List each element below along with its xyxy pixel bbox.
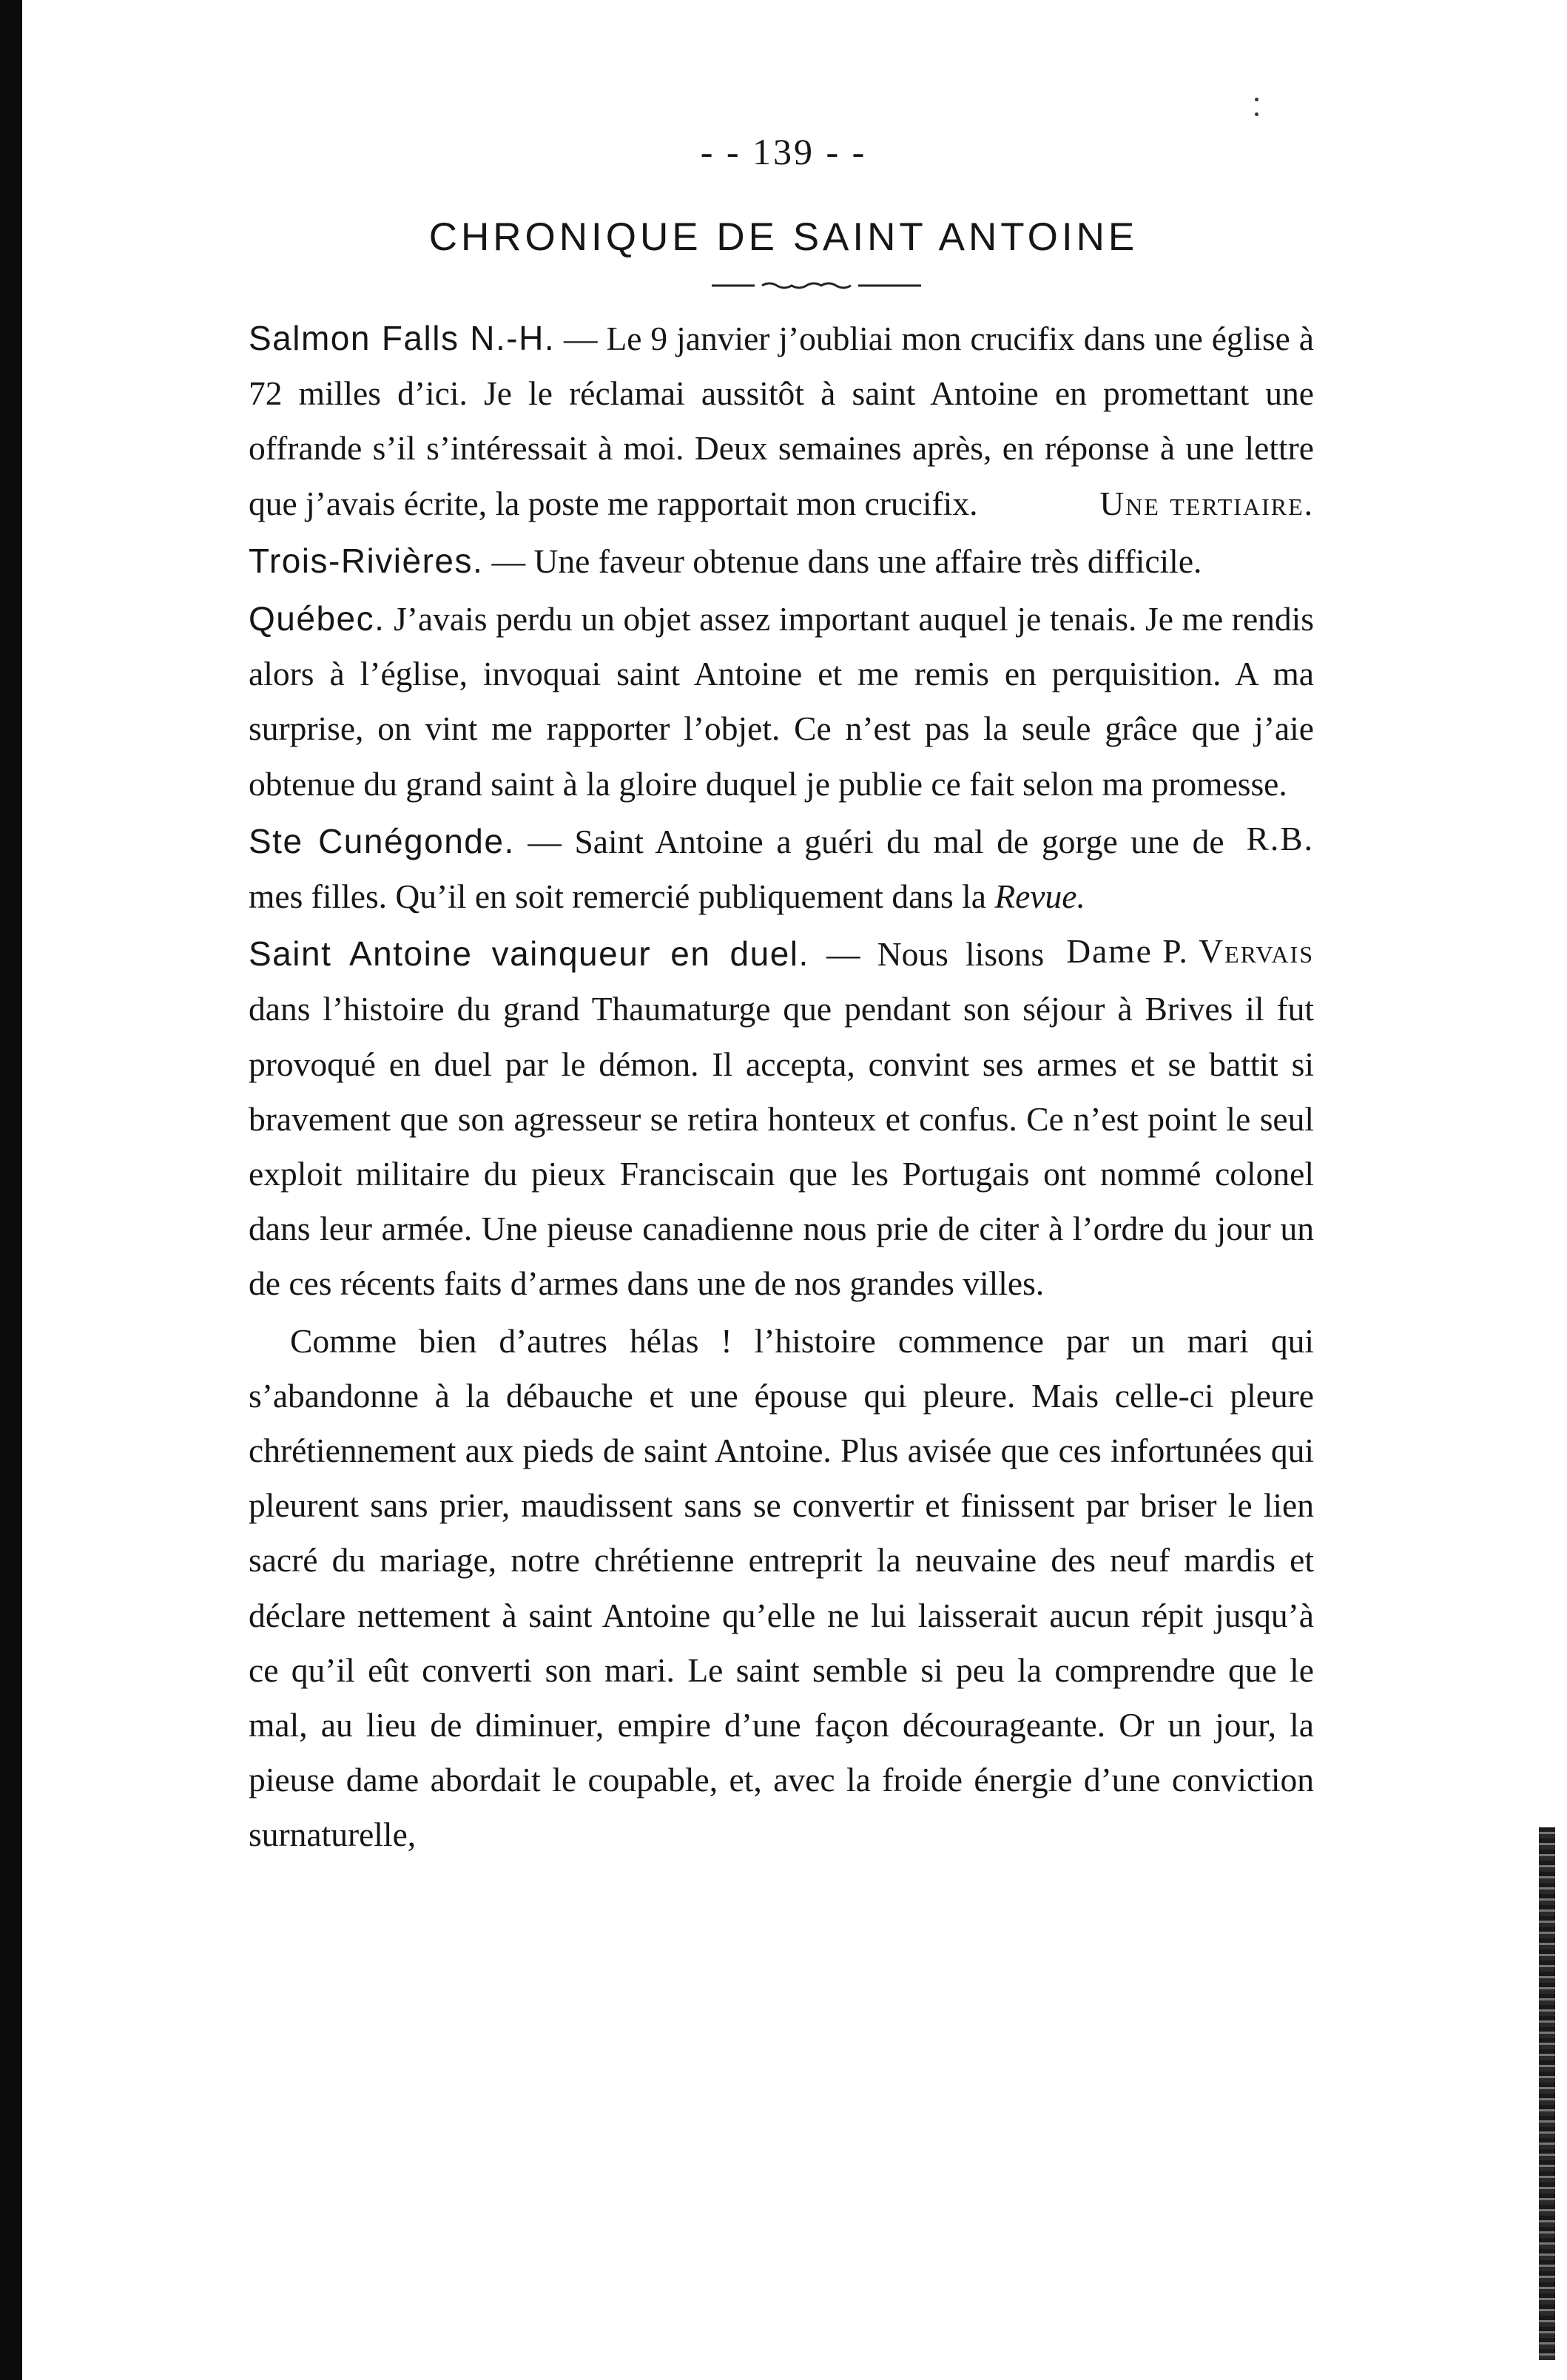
entry-text: — Nous lisons dans l’histoire du grand Thaumaturge que pendant son séjour à Brives il fut provoqué en duel par le démon. Il accepta, convint ses armes et se battit si bravement que son agresseur se retira honteux et confus. Ce n’est point le seul exploit militaire du pieux Franciscain que les Portugais ont nommé colonel dans leur armée. Une pieuse canadienne nous prie de citer à l’ordre du jour un de ces récents faits d’armes dans une de nos grandes villes. bbox=[249, 935, 1314, 1303]
scan-speck bbox=[1255, 98, 1258, 101]
entry-signature bbox=[1066, 924, 1314, 979]
ornament-divider bbox=[710, 280, 925, 291]
entry-signature: R.B. bbox=[1246, 819, 1314, 857]
entry-text: — Le 9 janvier j’oubliai mon crucifix dans une église à 72 milles d’ici. Je le réclamai aussitôt à saint Antoine en promettant une offrande s’il s’intéressait à moi. Deux semaines après, en réponse à une lettre que j’avais écrite, la poste me rapportait mon crucifix. bbox=[249, 320, 1315, 522]
entry-signature: Une tertiaire. bbox=[1099, 484, 1314, 522]
page-number: - - 139 - - bbox=[700, 131, 867, 172]
entry-italic-word: Revue. bbox=[994, 877, 1085, 916]
signature-surname: Vervais bbox=[1199, 932, 1314, 971]
entry-text: — Saint Antoine a guéri du mal de gorge une de mes filles. Qu’il en soit remercié publiquement dans la bbox=[249, 822, 1224, 916]
page-edge-shadow bbox=[1539, 1827, 1555, 2360]
entry-place: Trois-Rivières. bbox=[249, 541, 484, 580]
scan-speck bbox=[1255, 112, 1258, 116]
entry-text: — Une faveur obtenue dans une affaire très difficile. bbox=[483, 542, 1202, 580]
chronicle-body bbox=[249, 311, 1314, 1863]
entry-place: Ste Cunégonde. bbox=[249, 821, 515, 860]
body-paragraph: Comme bien d’autres hélas ! l’histoire commence par un mari qui s’abandonne à la débauche et une épouse qui pleure. Mais celle-ci pleure chrétiennement aux pieds de saint Antoine. Plus avisée que ces infortunées qui pleurent sans prier, maudissent sans se convertir et finissent par briser le lien sacré du mariage, notre chrétienne entreprit la neuvaine des neuf mardis et déclare nettement à saint Antoine qu’elle ne lui laisserait aucun répit jusqu’à ce qu’il eût converti son mari. Le saint semble si peu la comprendre que le mal, au lieu de diminuer, empire d’une façon décourageante. Or un jour, la pieuse dame abordait le coupable, et, avec la froide énergie d’une conviction surnaturelle, bbox=[249, 1321, 1314, 1854]
binding-edge bbox=[0, 0, 22, 2380]
entry-text: J’avais perdu un objet assez important auquel je tenais. Je me rendis alors à l’église, invoquai saint Antoine et me remis en perquisition. A ma surprise, on vint me rapporter l’objet. Ce n’est pas la seule grâce que j’aie obtenue du grand saint à la gloire duquel je publie ce fait selon ma promesse. bbox=[249, 600, 1314, 803]
entry-place: Québec. bbox=[249, 599, 385, 638]
entry-salmon-falls bbox=[249, 311, 1314, 531]
signature-prefix: Dame P. bbox=[1066, 932, 1199, 971]
entry-place: Salmon Falls N.-H. bbox=[249, 319, 556, 357]
entry-duel bbox=[249, 926, 1314, 1311]
entry-place: Saint Antoine vainqueur en duel. bbox=[249, 934, 809, 974]
chronicle-title: CHRONIQUE DE SAINT ANTOINE bbox=[428, 215, 1139, 259]
entry-trois-rivieres bbox=[249, 533, 1314, 589]
